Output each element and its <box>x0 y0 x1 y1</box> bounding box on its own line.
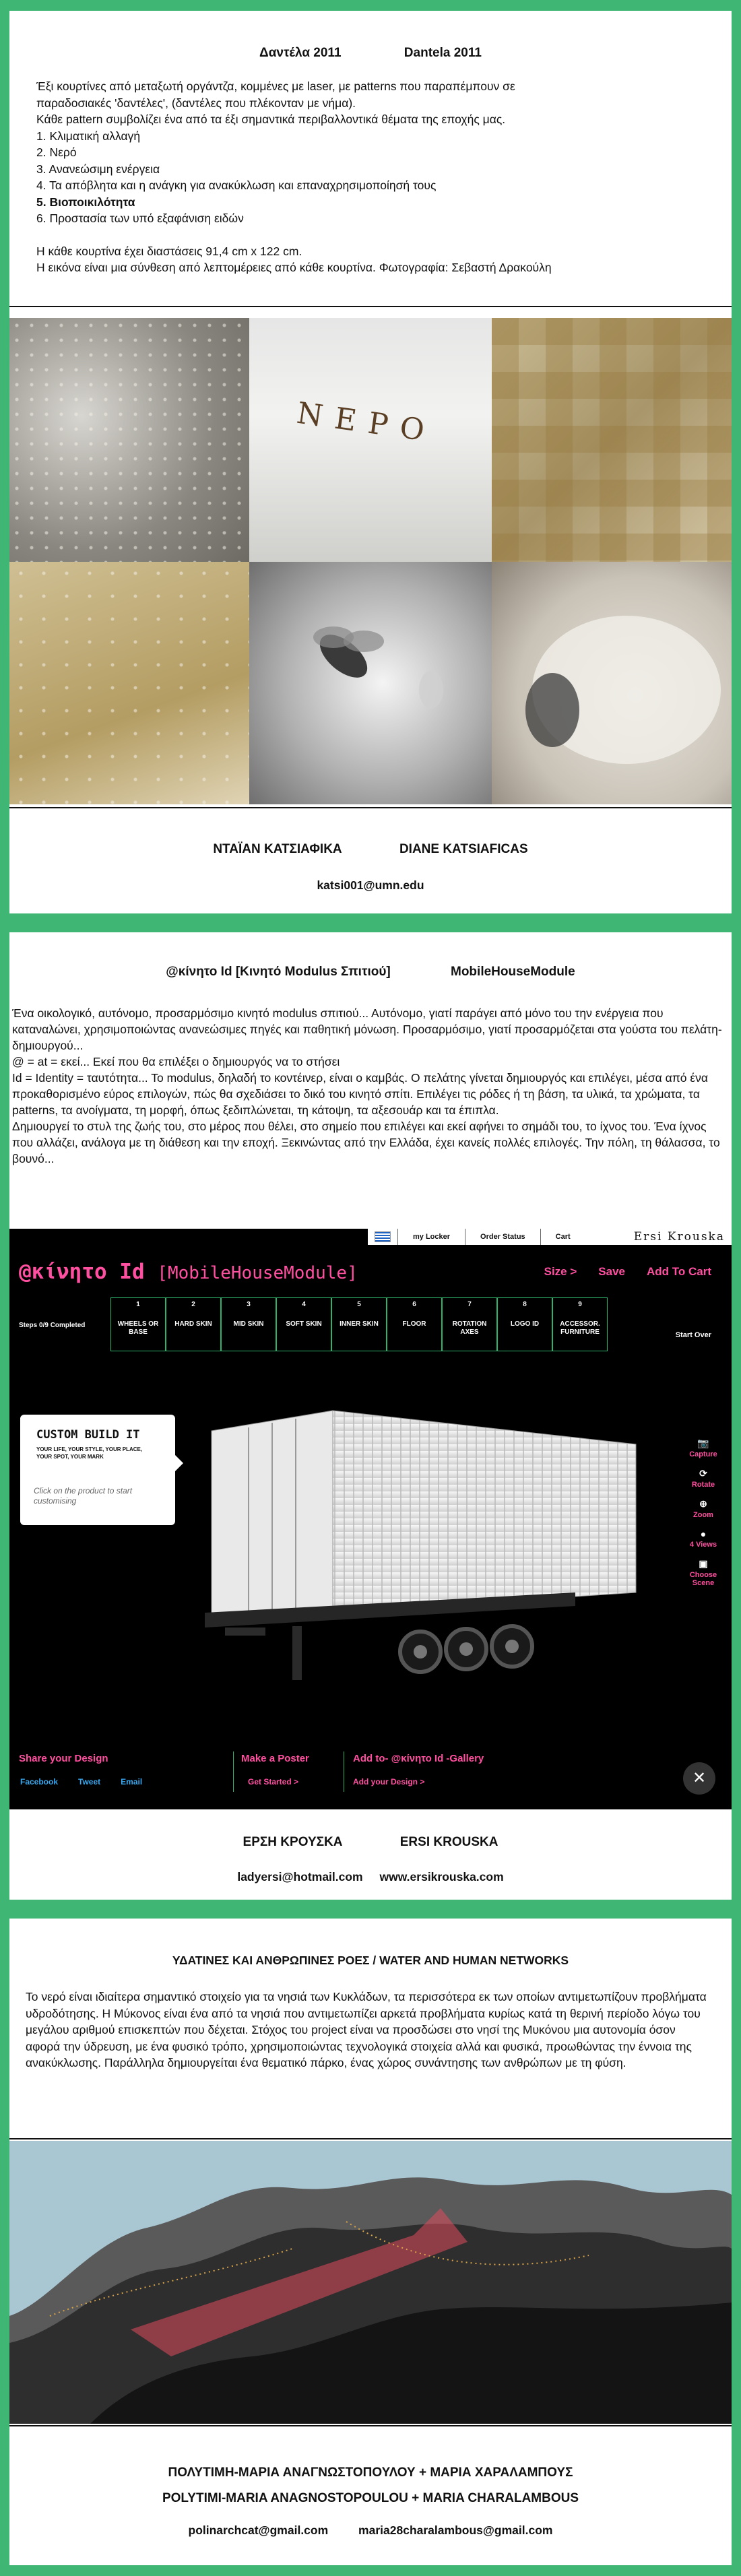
artist-english: DIANE KATSIAFICAS <box>399 842 528 856</box>
list-item-climate: 1. Κλιματική αλλαγή <box>36 129 141 143</box>
divider <box>9 807 732 808</box>
desc-line: Κάθε pattern συμβολίζει ένα από τα έξι σημαντικά περιβαλλοντικά θέματα της εποχής μας. <box>36 112 506 126</box>
list-item-species: 6. Προστασία των υπό εξαφάνιση ειδών <box>36 212 244 225</box>
rotate-tool[interactable]: ⟳ Rotate <box>691 1468 715 1489</box>
views-icon: ● <box>700 1528 707 1539</box>
desc-paragraph: Το νερό είναι ιδιαίτερα σημαντικό στοιχείο για τα νησιά των Κυκλάδων, τα περισσότερα εκ των οποίων αντιμετωπίζουν προβλήματα υδροδότησης. Η Μύκονος είναι ένα από τα νησιά που αντιμετωπίζει αρκετά προβλήματα κυρίως κατά τη θερινή περίοδο λόγω του μεγάλου αριθμού επισκεπτών που δέχεται. Στόχος του project είναι να προσδώσει στο νησί της Μυκόνου μια αυτονομία όσον αφορά την ύδρευση, με ένα φυσικό τρόπο, χρησιμοποιώντας τεχνολογικά στοιχεία αλλά και φυσικά, προωθώντας την έννοια της ανακύκλωσης. Παράλληλα δημιουργείται ένα θεματικό πάρκο, ένας χώρος συνάντησης των ανθρώπων με τη φύση. <box>26 1990 707 2069</box>
cart-link[interactable]: Cart <box>540 1229 585 1245</box>
desc-paragraph: Id = Identity = ταυτότητα... Το modulus, δηλαδή το κοντέινερ, είναι ο καμβάς. Ο πελάτης γίνεται δημιουργός και επιλέγει, μέσα από ένα προκαθορισμένο εύρος επιλογών, πώς θα σχεδιάσει το δικό του κινητό σπίτι. Επιλέγει τις ρόδες ή τη βάση, τα υλικά, τα χρώματα, τα patterns, τα ανοίγματα, τη μορφή, όπως ξεδιπλώνεται, τη κάτοψη, τα αξεσουάρ και τα έπιπλα. <box>12 1071 709 1117</box>
facebook-link[interactable]: Facebook <box>20 1777 59 1786</box>
steps-bar <box>110 1297 608 1351</box>
desc-paragraph: @ = at = εκεί... Εκεί που θα επιλέξει ο δημιουργός να το στήσει <box>12 1055 340 1068</box>
dantela-title <box>9 46 732 61</box>
size-button[interactable]: Size > <box>544 1265 577 1278</box>
artist-website[interactable]: www.ersikrouska.com <box>379 1870 504 1883</box>
camera-icon: 📷 <box>697 1438 709 1448</box>
curtain-photo <box>249 318 492 562</box>
title-right: MobileHouseModule <box>451 965 575 979</box>
order-status-link[interactable]: Order Status <box>465 1229 540 1245</box>
expand-icon[interactable]: ✕ <box>683 1762 715 1795</box>
step-inner-skin[interactable]: 5 INNER SKIN <box>331 1297 387 1351</box>
desc-paragraph: Δημιουργεί το στυλ της ζωής του, στο μέρος που θέλει, στο σημείο που επιλέγει και εκεί αφήνει το σημάδι του, το ίχνος του. Ένα ίχνος που αλλάζει, ανάλογα με τη διάθεση και την εποχή. Ξεκινώντας από την Ελλάδα, έχει κανείς πολλές επιλογές. Την πόλη, τη θάλασσα, το βουνό... <box>12 1120 720 1165</box>
step-mid-skin[interactable]: 3 MID SKIN <box>221 1297 276 1351</box>
step-logo-id[interactable]: 8 LOGO ID <box>497 1297 552 1351</box>
dantela-description <box>36 78 710 276</box>
logo-sub: [MobileHouseModule] <box>157 1263 358 1283</box>
share-title: Share your Design <box>19 1753 108 1764</box>
curtain-photo-grid <box>9 318 732 804</box>
add-to-cart-button[interactable]: Add To Cart <box>646 1265 711 1278</box>
step-accessories[interactable]: 9 ACCESSOR. FURNITURE <box>552 1297 608 1351</box>
choose-scene-tool[interactable]: ▣ Choose Scene <box>683 1558 723 1587</box>
step-rotation-axes[interactable]: 7 ROTATION AXES <box>442 1297 497 1351</box>
steps-progress: Steps 0/9 Completed <box>19 1322 86 1329</box>
curtain-photo <box>9 318 249 562</box>
list-item-water: 2. Νερό <box>36 146 77 159</box>
title-greek: Δαντέλα 2011 <box>259 46 342 60</box>
artist-greek: ΕΡΣΗ ΚΡΟΥΣΚΑ <box>243 1835 343 1849</box>
view-tools <box>683 1438 723 1587</box>
email-2[interactable]: maria28charalambous@gmail.com <box>358 2523 553 2537</box>
views-tool[interactable]: ● 4 Views <box>689 1528 717 1549</box>
start-over-button[interactable]: Start Over <box>675 1331 711 1339</box>
mobile-house-card <box>9 932 732 1900</box>
project-description <box>12 1005 729 1167</box>
project-title <box>9 965 732 979</box>
capture-tool[interactable]: 📷 Capture <box>689 1438 717 1458</box>
artist-email[interactable]: katsi001@umn.edu <box>317 878 424 892</box>
poster-title: Make a Poster <box>241 1753 309 1764</box>
email-1[interactable]: polinarchcat@gmail.com <box>188 2523 329 2537</box>
my-locker-link[interactable]: my Locker <box>397 1229 465 1245</box>
list-item-biodiversity: 5. Βιοποικιλότητα <box>36 195 135 209</box>
brand-logo: Ersi Krouska <box>633 1230 725 1244</box>
water-networks-card <box>9 1919 732 2565</box>
project-title: ΥΔΑΤΙΝΕΣ ΚΑΙ ΑΝΘΡΩΠΙΝΕΣ ΡΟΕΣ / WATER AND HUMAN NETWORKS <box>172 1954 569 1967</box>
title-english: Dantela 2011 <box>404 46 482 60</box>
logo-text: @κίνητο Id <box>19 1260 145 1284</box>
list-item-waste: 4. Τα απόβλητα και η ανάγκη για ανακύκλωση και επαναχρησιμοποίησή τους <box>36 179 437 192</box>
custom-note: Click on the product to start customising <box>34 1486 133 1506</box>
names-greek: ΠΟΛΥΤΙΜΗ-ΜΑΡΙΑ ΑΝΑΓΝΩΣΤΟΠΟΥΛΟΥ + ΜΑΡΙΑ ΧΑΡΑΛΑΜΠΟΥΣ <box>168 2466 573 2480</box>
zoom-tool[interactable]: ⊕ Zoom <box>693 1498 713 1519</box>
flag-icon <box>375 1231 391 1242</box>
curtain-photo <box>492 562 732 804</box>
divider <box>233 1751 234 1792</box>
rotate-icon: ⟳ <box>699 1468 707 1479</box>
tweet-link[interactable]: Tweet <box>78 1777 101 1786</box>
island-map <box>9 2141 732 2424</box>
artist-english: ERSI KROUSKA <box>399 1835 498 1849</box>
top-strip <box>368 1229 732 1245</box>
custom-title: CUSTOM BUILD IT <box>36 1428 140 1442</box>
container-trailer-model[interactable] <box>198 1390 643 1707</box>
curtain-photo <box>249 562 492 804</box>
dantela-card <box>9 11 732 913</box>
app-nav <box>544 1265 711 1279</box>
email-link[interactable]: Email <box>121 1777 143 1786</box>
divider <box>9 2138 732 2139</box>
share-links <box>20 1777 142 1786</box>
photo-credit: Η εικόνα είναι μια σύνθεση από λεπτομέρειες από κάθε κουρτίνα. Φωτογραφία: Σεβαστή Δρακούλη <box>36 261 552 274</box>
nero-lettering: ΝΕΡΟ <box>294 395 439 450</box>
desc-line: Έξι κουρτίνες από μεταξωτή οργάντζα, κομμένες με laser, με patterns που παραπέμπουν σε <box>36 79 515 93</box>
artist-contacts <box>9 2523 732 2538</box>
get-started-button[interactable]: Get Started > <box>248 1777 299 1786</box>
artist-names <box>9 1835 732 1850</box>
artist-email[interactable]: ladyersi@hotmail.com <box>237 1870 363 1883</box>
add-design-button[interactable]: Add your Design > <box>353 1777 425 1786</box>
title-left: @κίνητο Id [Κινητό Modulus Σπιτιού] <box>166 965 391 979</box>
app-logo <box>19 1260 358 1284</box>
step-soft-skin[interactable]: 4 SOFT SKIN <box>276 1297 331 1351</box>
step-wheels[interactable]: 1 WHEELS OR BASE <box>110 1297 166 1351</box>
artist-names <box>9 2460 732 2511</box>
curtain-photo <box>9 562 249 804</box>
artist-greek: ΝΤΑΪΑΝ ΚΑΤΣΙΑΦΙΚΑ <box>213 842 342 856</box>
names-english: POLYTIMI-MARIA ANAGNOSTOPOULOU + MARIA CHARALAMBOUS <box>162 2491 579 2505</box>
curtain-photo <box>492 318 732 562</box>
save-button[interactable]: Save <box>598 1265 625 1278</box>
project-description <box>26 1989 713 2071</box>
artist-names <box>9 842 732 857</box>
gallery-title: Add to- @κίνητο Id -Gallery <box>353 1753 484 1764</box>
dimensions-text: Η κάθε κουρτίνα έχει διαστάσεις 91,4 cm x 122 cm. <box>36 244 302 258</box>
step-floor[interactable]: 6 FLOOR <box>387 1297 442 1351</box>
divider <box>9 2425 732 2426</box>
custom-tagline: YOUR LIFE, YOUR STYLE, YOUR PLACE, YOUR SPOT, YOUR MARK <box>36 1446 143 1460</box>
desc-line: παραδοσιακές 'δαντέλες', (δαντέλες που πλέκονταν με νήμα). <box>36 96 356 110</box>
divider <box>9 306 732 307</box>
configurator-screenshot <box>9 1229 732 1809</box>
desc-paragraph: Ένα οικολογικό, αυτόνομο, προσαρμόσιμο κινητό modulus σπιτιού... Αυτόνομο, γιατί παράγει από μόνο του την ενέργεια που καταναλώνει, χρησιμοποιώντας ανανεώσιμες πηγές και παθητική μόνωση. Προσαρμόσιμο, γιατί προσαρμόζεται στα γούστα του πελάτη-δημιουργού... <box>12 1006 722 1052</box>
scene-icon: ▣ <box>699 1558 708 1569</box>
artist-contacts <box>9 1870 732 1884</box>
zoom-icon: ⊕ <box>699 1498 707 1509</box>
list-item-energy: 3. Ανανεώσιμη ενέργεια <box>36 162 160 176</box>
step-hard-skin[interactable]: 2 HARD SKIN <box>166 1297 221 1351</box>
custom-build-callout <box>20 1415 175 1525</box>
